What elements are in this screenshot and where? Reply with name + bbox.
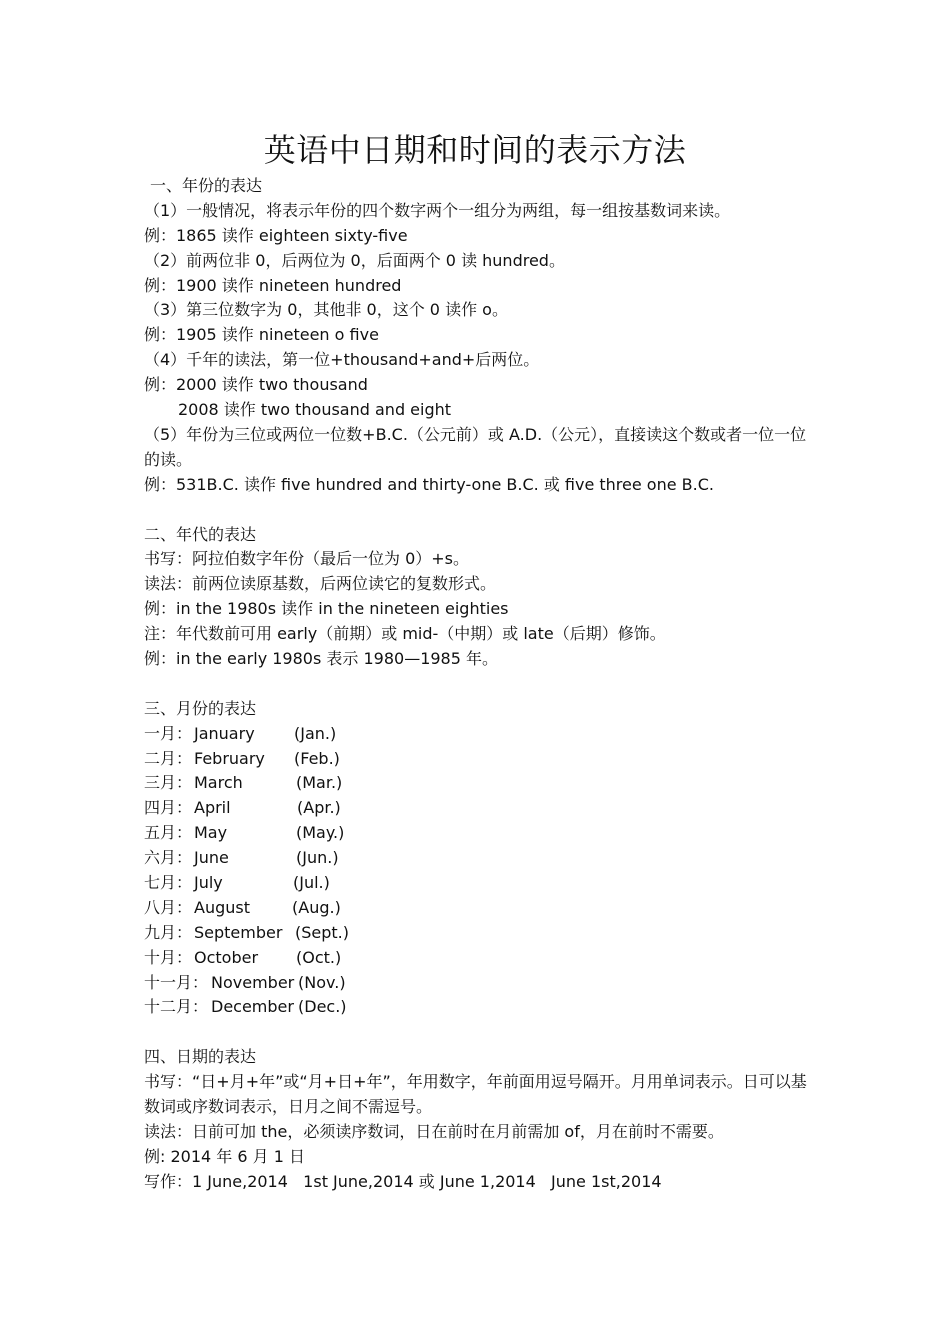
example: 例：1865 读作 eighteen sixty-five — [144, 225, 408, 245]
month-zh: 四月： — [144, 798, 193, 818]
section-heading-date: 四、日期的表达 — [144, 1047, 257, 1067]
month-abbr: (Jun.) — [296, 848, 339, 868]
month-en: August — [194, 897, 250, 917]
month-abbr: (Jul.) — [293, 872, 330, 892]
month-en: April — [194, 798, 231, 818]
month-zh: 十二月： — [144, 997, 209, 1017]
month-zh: 三月： — [144, 773, 193, 793]
example: 例：in the early 1980s 表示 1980—1985 年。 — [144, 648, 498, 668]
month-abbr: (Sept.) — [295, 922, 349, 942]
month-abbr: (Oct.) — [296, 947, 342, 967]
month-row — [144, 796, 808, 821]
month-zh: 九月： — [144, 922, 193, 942]
month-zh: 八月： — [144, 897, 193, 917]
spacer — [144, 498, 808, 523]
paragraph: 书写：阿拉伯数字年份（最后一位为 0）+s。 — [144, 549, 470, 569]
month-zh: 一月： — [144, 723, 193, 743]
month-zh: 七月： — [144, 872, 193, 892]
month-row — [144, 946, 808, 971]
note: 注：年代数前可用 early（前期）或 mid-（中期）或 late（后期）修饰。 — [144, 624, 666, 644]
paragraph: 书写：“日+月+年”或“月+日+年”，年用数字，年前面用逗号隔开。月用单词表示。日可以基数词或序数词表示，日月之间不需逗号。 — [144, 1072, 807, 1116]
month-row — [144, 722, 808, 747]
spacer — [144, 1020, 808, 1045]
month-row — [144, 896, 808, 921]
month-en: December — [211, 997, 294, 1017]
example: 例：1900 读作 nineteen hundred — [144, 275, 402, 295]
section-heading-month: 三、月份的表达 — [144, 698, 257, 718]
month-list — [144, 722, 808, 1021]
example: 例: 2014 年 6 月 1 日 — [144, 1146, 305, 1166]
paragraph: 读法：前两位读原基数，后两位读它的复数形式。 — [144, 574, 497, 594]
month-row — [144, 846, 808, 871]
example: 例：1905 读作 nineteen o five — [144, 325, 379, 345]
paragraph: 读法：日前可加 the，必须读序数词，日在前时在月前需加 of，月在前时不需要。 — [144, 1121, 724, 1141]
paragraph: （4）千年的读法，第一位+thousand+and+后两位。 — [144, 350, 540, 370]
month-abbr: (Dec.) — [298, 997, 347, 1017]
month-abbr: (Aug.) — [292, 897, 341, 917]
month-row — [144, 821, 808, 846]
month-abbr: (May.) — [296, 823, 345, 843]
month-row — [144, 871, 808, 896]
paragraph: （2）前两位非 0，后两位为 0，后面两个 0 读 hundred。 — [144, 250, 565, 270]
month-abbr: (Jan.) — [294, 723, 337, 743]
example: 2008 读作 two thousand and eight — [178, 400, 452, 420]
month-en: June — [194, 848, 229, 868]
month-row — [144, 971, 808, 996]
month-zh: 六月： — [144, 848, 193, 868]
month-zh: 二月： — [144, 748, 193, 768]
document-title: 英语中日期和时间的表示方法 — [263, 131, 687, 169]
month-zh: 十一月： — [144, 972, 209, 992]
example: 写作：1 June,2014 1st June,2014 或 June 1,2014 June 1st,2014 — [144, 1171, 662, 1191]
example: 例：in the 1980s 读作 in the nineteen eighties — [144, 599, 509, 619]
month-en: July — [194, 872, 223, 892]
month-row — [144, 995, 808, 1020]
month-abbr: (Nov.) — [298, 972, 346, 992]
month-en: February — [194, 748, 265, 768]
document-body — [144, 174, 808, 1195]
month-en: May — [194, 823, 228, 843]
month-abbr: (Apr.) — [297, 798, 341, 818]
section-heading-decade: 二、年代的表达 — [144, 524, 257, 544]
month-en: October — [194, 947, 259, 967]
example: 例：531B.C. 读作 five hundred and thirty-one B.C. 或 five three one B.C. — [144, 474, 714, 494]
paragraph: （5）年份为三位或两位一位数+B.C.（公元前）或 A.D.（公元），直接读这个数或者一位一位的读。 — [144, 424, 807, 469]
section-heading-year: 一、年份的表达 — [150, 176, 263, 195]
spacer — [144, 672, 808, 697]
month-en: September — [194, 922, 283, 942]
month-row — [144, 921, 808, 946]
month-abbr: (Feb.) — [294, 748, 340, 768]
paragraph: （1）一般情况，将表示年份的四个数字两个一组分为两组，每一组按基数词来读。 — [144, 200, 731, 220]
month-en: November — [211, 972, 295, 992]
month-abbr: (Mar.) — [296, 773, 343, 793]
month-zh: 十月： — [144, 947, 193, 967]
month-en: March — [194, 773, 243, 793]
paragraph: （3）第三位数字为 0，其他非 0，这个 0 读作 o。 — [144, 300, 508, 320]
month-row — [144, 771, 808, 796]
month-zh: 五月： — [144, 823, 193, 843]
month-row — [144, 747, 808, 772]
example: 例：2000 读作 two thousand — [144, 375, 368, 395]
month-en: January — [194, 723, 255, 743]
